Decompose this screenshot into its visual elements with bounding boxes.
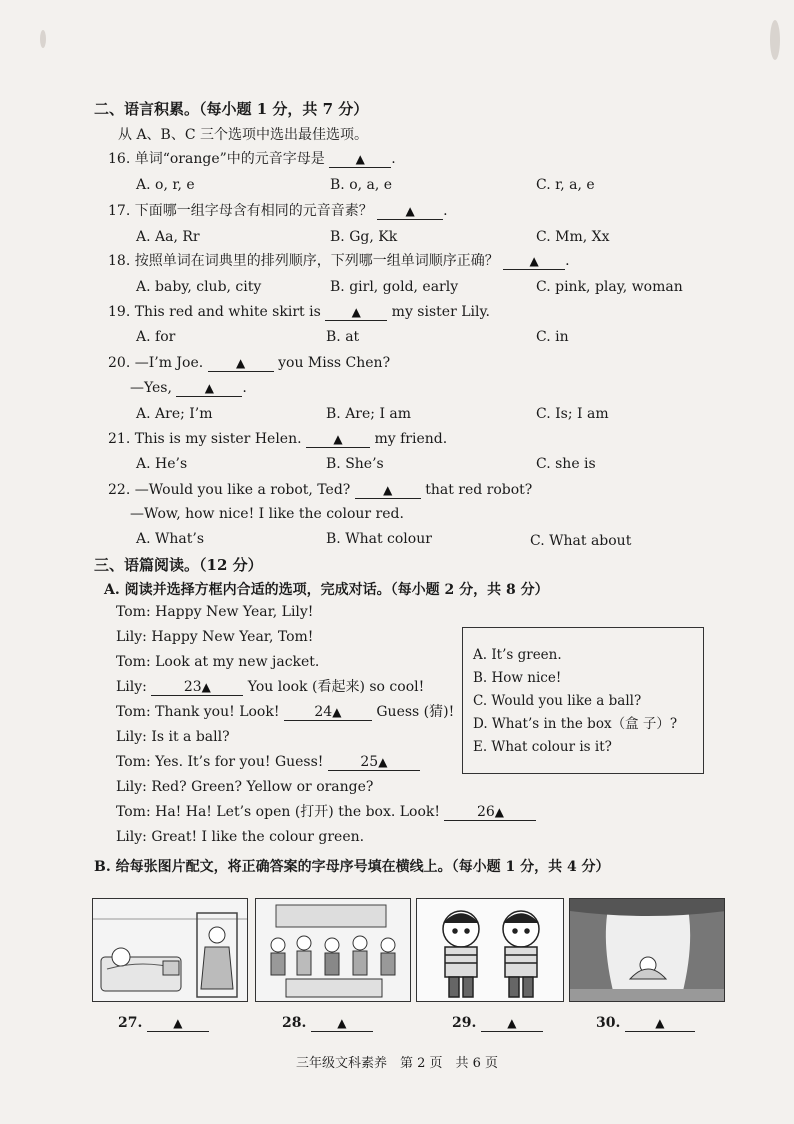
question-16: 16. 单词“orange”中的元音字母是 ▲ . xyxy=(108,151,396,167)
picture-stage xyxy=(569,898,725,1002)
dialogue-line: Tom: Look at my new jacket. xyxy=(116,654,320,670)
dialogue-line: Tom: Happy New Year, Lily! xyxy=(116,604,314,620)
question-19: 19. This red and white skirt is ▲ my sister Lily. xyxy=(108,304,490,320)
options-box xyxy=(462,627,704,774)
scan-artifact xyxy=(770,20,780,60)
option-item: C. Would you like a ball? xyxy=(473,693,642,709)
stage-illustration xyxy=(570,899,725,1002)
question-17: 17. 下面哪一组字母含有相同的元音音素？ ▲ . xyxy=(108,203,448,219)
answer-blank[interactable]: ▲ xyxy=(306,431,370,448)
answer-blank[interactable]: ▲ xyxy=(147,1015,209,1032)
answer-27: 27. ▲ xyxy=(118,1014,209,1032)
option-b: B. She’s xyxy=(326,456,384,472)
answer-blank[interactable]: ▲ xyxy=(355,482,421,499)
section3-title: 三、语篇阅读。（12 分） xyxy=(94,556,263,574)
option-a: A. What’s xyxy=(136,531,205,547)
option-a: A. o, r, e xyxy=(136,177,195,193)
option-c: C. What about xyxy=(530,533,632,549)
option-b: B. What colour xyxy=(326,531,432,547)
dialogue-line: Lily: 23▲ You look (看起来) so cool! xyxy=(116,679,425,695)
option-b: B. Gg, Kk xyxy=(330,229,398,245)
option-item: B. How nice! xyxy=(473,670,562,686)
question-20-reply: —Yes, ▲ . xyxy=(130,380,247,396)
answer-28: 28. ▲ xyxy=(282,1014,373,1032)
two-boys-illustration xyxy=(417,899,564,1002)
answer-blank[interactable]: ▲ xyxy=(325,304,387,321)
answer-blank[interactable]: 23▲ xyxy=(151,679,243,696)
bedroom-illustration xyxy=(93,899,248,1002)
answer-blank[interactable]: 26▲ xyxy=(444,804,536,821)
classroom-illustration xyxy=(256,899,411,1002)
dialogue-line: Lily: Red? Green? Yellow or orange? xyxy=(116,779,374,795)
answer-blank[interactable]: ▲ xyxy=(329,151,391,168)
answer-blank[interactable]: ▲ xyxy=(377,203,443,220)
section2-instruction: 从 A、B、C 三个选项中选出最佳选项。 xyxy=(118,127,369,143)
picture-classroom xyxy=(255,898,411,1002)
scan-artifact xyxy=(40,30,46,48)
option-c: C. Mm, Xx xyxy=(536,229,610,245)
question-22: 22. —Would you like a robot, Ted? ▲ that red robot? xyxy=(108,482,533,498)
option-b: B. girl, gold, early xyxy=(330,279,459,295)
answer-29: 29. ▲ xyxy=(452,1014,543,1032)
option-b: B. Are; I am xyxy=(326,406,412,422)
dialogue-line: Lily: Is it a ball? xyxy=(116,729,230,745)
option-a: A. for xyxy=(136,329,176,345)
option-c: C. r, a, e xyxy=(536,177,595,193)
answer-blank[interactable]: ▲ xyxy=(311,1015,373,1032)
picture-two-boys xyxy=(416,898,564,1002)
option-a: A. baby, club, city xyxy=(136,279,262,295)
partB-instruction: B. 给每张图片配文，将正确答案的字母序号填在横线上。（每小题 1 分，共 4 分） xyxy=(94,859,610,875)
option-item: D. What’s in the box（盒 子）? xyxy=(473,716,678,732)
section2-title: 二、语言积累。（每小题 1 分，共 7 分） xyxy=(94,100,369,118)
partA-instruction: A. 阅读并选择方框内合适的选项，完成对话。（每小题 2 分，共 8 分） xyxy=(104,582,549,598)
option-c: C. she is xyxy=(536,456,596,472)
page-footer: 三年级文科素养 第 2 页 共 6 页 xyxy=(295,1056,499,1071)
option-a: A. He’s xyxy=(136,456,188,472)
answer-blank[interactable]: 24▲ xyxy=(284,704,372,721)
option-c: C. pink, play, woman xyxy=(536,279,683,295)
question-18: 18. 按照单词在词典里的排列顺序，下列哪一组单词顺序正确？ ▲ . xyxy=(108,253,570,269)
answer-blank[interactable]: ▲ xyxy=(208,355,274,372)
picture-bedroom xyxy=(92,898,248,1002)
answer-blank[interactable]: ▲ xyxy=(481,1015,543,1032)
option-b: B. o, a, e xyxy=(330,177,393,193)
answer-blank[interactable]: ▲ xyxy=(503,253,565,270)
question-20: 20. —I’m Joe. ▲ you Miss Chen? xyxy=(108,355,391,371)
answer-30: 30. ▲ xyxy=(596,1014,695,1032)
option-c: C. in xyxy=(536,329,569,345)
question-22-reply: —Wow, how nice! I like the colour red. xyxy=(130,506,404,522)
answer-blank[interactable]: ▲ xyxy=(176,380,242,397)
option-item: A. It’s green. xyxy=(473,647,562,663)
option-a: A. Aa, Rr xyxy=(136,229,200,245)
option-a: A. Are; I’m xyxy=(136,406,213,422)
dialogue-line: Tom: Ha! Ha! Let’s open (打开) the box. Look! 26▲ xyxy=(116,803,536,821)
answer-blank[interactable]: ▲ xyxy=(625,1015,695,1032)
option-c: C. Is; I am xyxy=(536,406,609,422)
option-b: B. at xyxy=(326,329,360,345)
dialogue-line: Tom: Thank you! Look! 24▲ Guess (猜)! xyxy=(116,704,455,720)
dialogue-line: Lily: Great! I like the colour green. xyxy=(116,829,365,845)
question-21: 21. This is my sister Helen. ▲ my friend. xyxy=(108,431,448,447)
answer-blank[interactable]: 25▲ xyxy=(328,754,420,771)
dialogue-line: Tom: Yes. It’s for you! Guess! 25▲ xyxy=(116,753,420,771)
dialogue-line: Lily: Happy New Year, Tom! xyxy=(116,629,314,645)
option-item: E. What colour is it? xyxy=(473,739,612,755)
